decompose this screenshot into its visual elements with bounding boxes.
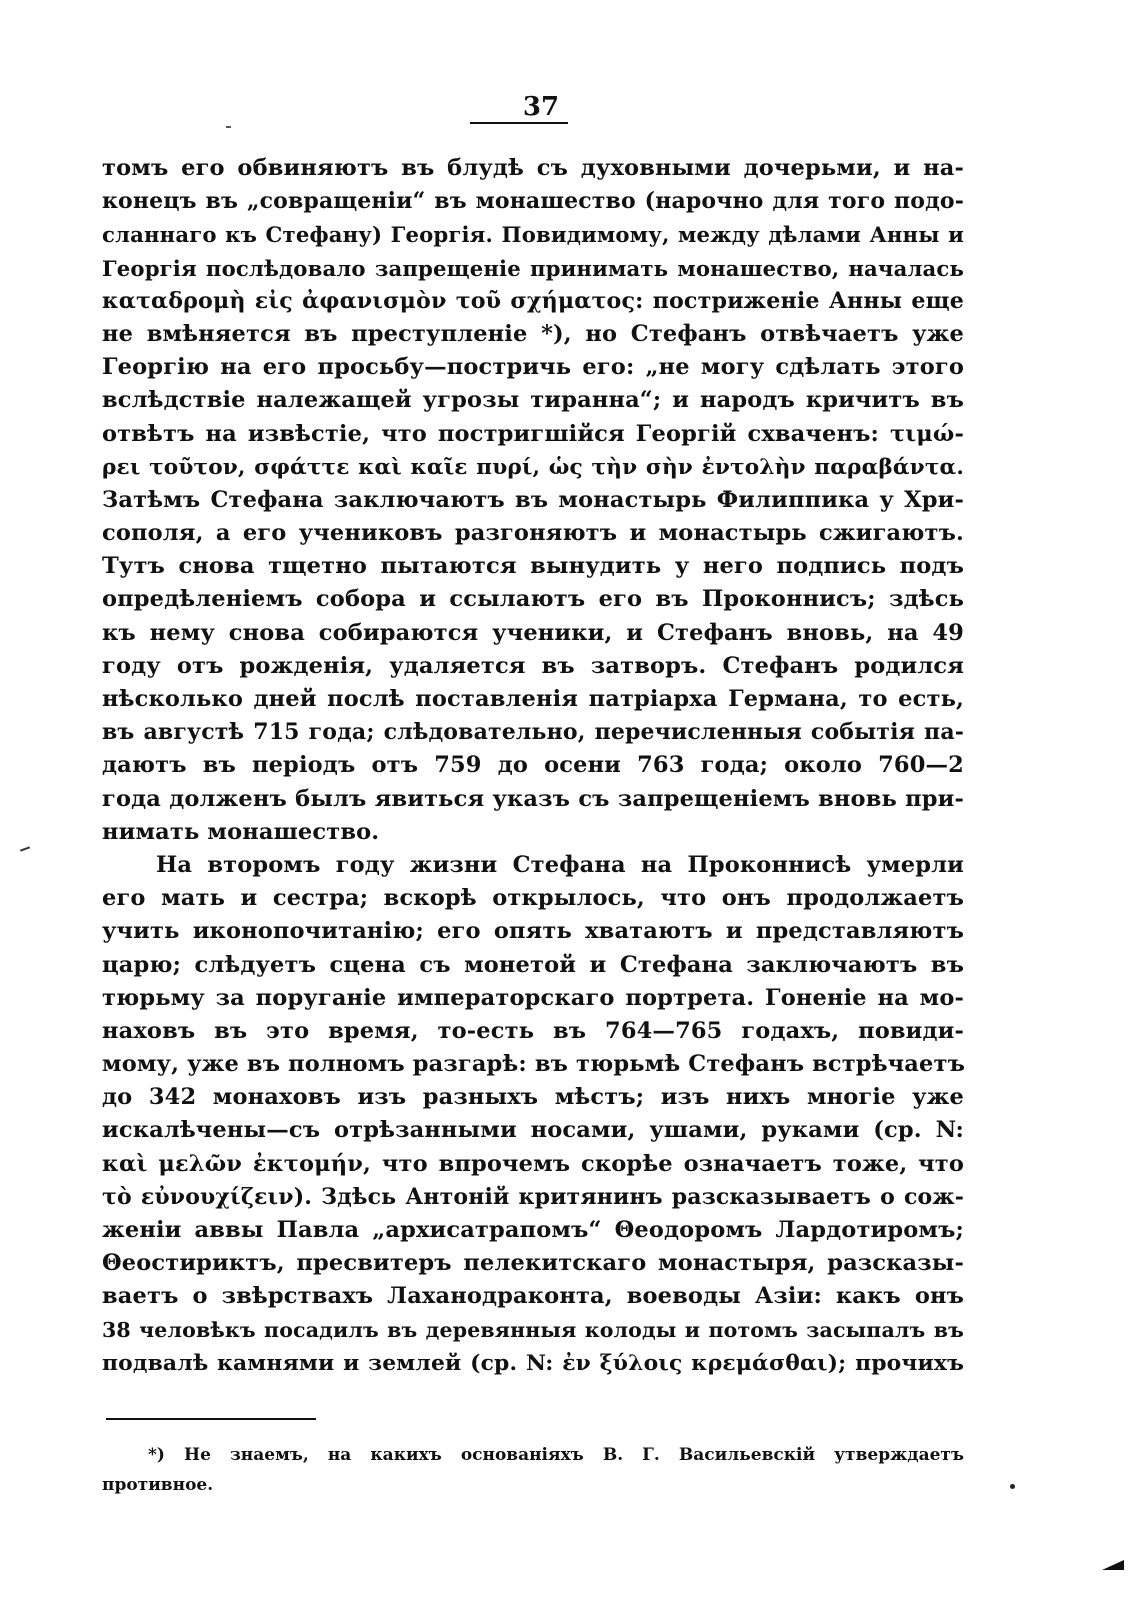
text-line: Георгiя послѣдовало запрещенiе принимать монашество, началась [102,255,964,281]
text-line: ρει τοῦτον, σφάττε καὶ καῖε πυρί, ὡς τὴν σὴν ἐντολὴν παραβάντα. [102,454,964,480]
page-number-rule [470,122,568,124]
text-line: тюрьму за поруганiе императорскаго портрета. Гоненiе на мо- [102,984,964,1011]
scan-mark [20,846,30,851]
footnote-line: противное. [102,1475,214,1495]
text-line: τὸ εὐνουχίζειν). Здѣсь Антонiй критянинъ разсказываетъ о сож- [102,1183,964,1210]
text-line: царю; слѣдуетъ сцена съ монетой и Стефана заключаютъ въ [102,951,964,978]
scan-mark [226,126,231,128]
text-line: 38 человѣкъ посадилъ въ деревянныя колоды и потомъ засыпалъ въ [102,1317,964,1342]
text-line: конецъ въ „совращенiи“ въ монашество (нарочно для того подо- [102,188,964,215]
text-line: ваетъ о звѣрствахъ Лаханодраконта, воеводы Азiи: какъ онъ [102,1283,964,1310]
text-line: опредѣленiемъ собора и ссылаютъ его въ Проконнисъ; здѣсь [102,586,964,613]
text-line: его мать и сестра; вскорѣ открылось, что онъ продолжаетъ [102,885,964,912]
text-line: Θеостириктъ, пресвитеръ пелекитскаго монастыря, разсказы- [102,1250,964,1277]
text-line: сополя, а его учениковъ разгоняютъ и монастырь сжигаютъ. [102,520,964,547]
text-line: сланнаго къ Стефану) Георгiя. Повидимому, между дѣлами Анны и [102,222,964,248]
text-line: томъ его обвиняютъ въ блудѣ съ духовными дочерьми, и на- [102,155,964,181]
body-text [102,152,964,1380]
footnote [102,1440,964,1500]
text-line: Затѣмъ Стефана заключаютъ въ монастырь Филиппика у Хри- [102,486,964,513]
text-line: не вмѣняется въ преступленiе *), но Стефанъ отвѣчаетъ уже [102,320,964,347]
text-line: женiи аввы Павла „архисатрапомъ“ Θеодоромъ Лардотиромъ; [102,1217,964,1243]
text-line: наховъ въ это время, то-есть въ 764—765 годахъ, повиди- [102,1017,964,1044]
text-line: Георгiю на его просьбу—постричь его: „не могу сдѣлать этого [102,354,964,381]
page-number: 37 [522,92,560,122]
text-line: году отъ рожденiя, удаляется въ затворъ. Стефанъ родился [102,652,964,679]
text-line: мому, уже въ полномъ разгарѣ: въ тюрьмѣ Стефанъ встрѣчаетъ [102,1051,965,1078]
scan-mark [1010,1484,1015,1489]
scan-mark [1102,1560,1124,1570]
text-line: отвѣтъ на извѣстiе, что постригшiйся Георгiй схваченъ: τιμώ- [102,420,964,447]
text-line: нимать монашество. [102,818,380,845]
paragraph-start-line: На второмъ году жизни Стефана на Проконнисѣ умерли [156,851,964,878]
text-line: года долженъ былъ явиться указъ съ запрещенiемъ вновь при- [102,785,964,812]
text-line: искалѣчены—съ отрѣзанными носами, ушами, руками (ср. N: [102,1117,964,1144]
text-line: Тутъ снова тщетно пытаются вынудить у него подпись подъ [102,553,964,580]
footnote-rule [106,1418,316,1420]
text-line: подвалѣ камнями и землей (ср. N: ἐν ξύλοις κρεμάσθαι); прочихъ [102,1349,964,1376]
text-line: въ августѣ 715 года; слѣдовательно, перечисленныя событiя па- [102,719,964,746]
text-line: καταδρομὴ εἰς ἀφανισμὸν τοῦ σχήματος: постриженiе Анны еще [102,287,964,314]
text-line: καὶ μελῶν ἐκτομήν, что впрочемъ скорѣе означаетъ тоже, что [102,1150,964,1177]
footnote-line: *) Не знаемъ, на какихъ основанiяхъ В. Г. Васильевскiй утверждаетъ [148,1445,964,1465]
text-line: нѣсколько дней послѣ поставленiя патрiарха Германа, то есть, [102,686,964,712]
text-line: даютъ въ перiодъ отъ 759 до осени 763 года; около 760—2 [102,752,964,779]
text-line: къ нему снова собираются ученики, и Стефанъ вновь, на 49 [102,619,964,646]
text-line: учить иконопочитанiю; его опять хватаютъ и представляютъ [102,918,964,945]
text-line: до 342 монаховъ изъ разныхъ мѣстъ; изъ нихъ многiе уже [102,1084,964,1111]
text-line: вслѣдствiе належащей угрозы тиранна“; и народъ кричитъ въ [102,387,964,414]
